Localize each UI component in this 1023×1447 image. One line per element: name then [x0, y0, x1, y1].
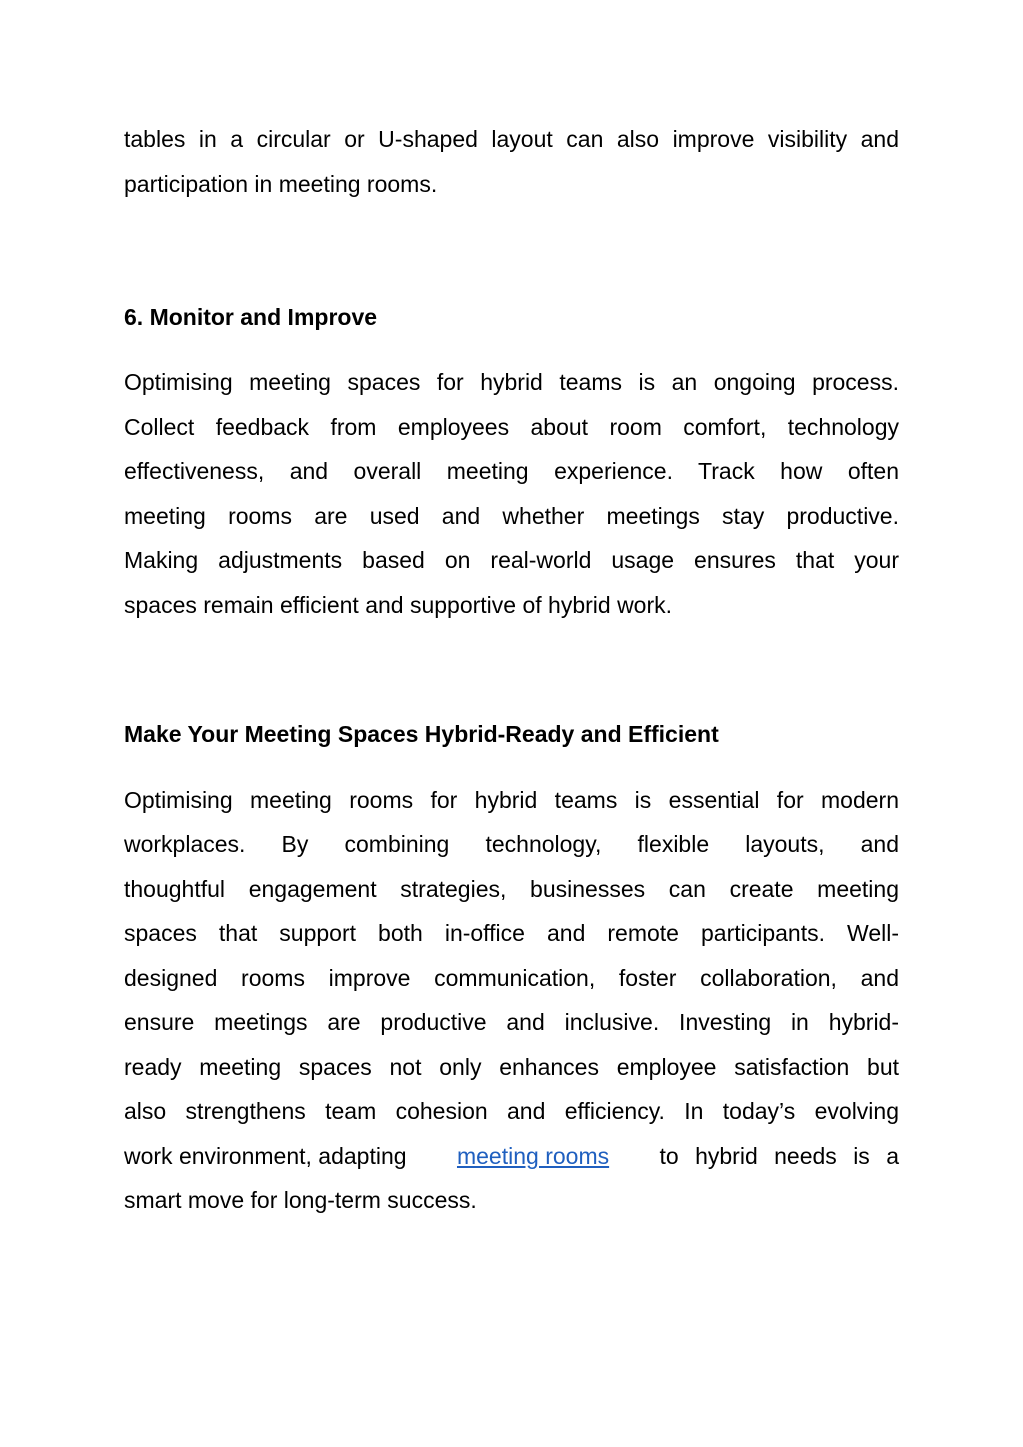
- paragraph-line: thoughtful engagement strategies, businesses can create meeting: [124, 876, 899, 902]
- paragraph-line: ready meeting spaces not only enhances employee satisfaction but: [124, 1054, 899, 1080]
- paragraph-line: also strengthens team cohesion and efficiency. In today’s evolving: [124, 1098, 899, 1124]
- paragraph-line: ensure meetings are productive and inclusive. Investing in hybrid-: [124, 1009, 899, 1035]
- paragraph-line: spaces remain efficient and supportive of hybrid work.: [124, 592, 673, 618]
- text-before-link: work environment, adapting: [124, 1143, 407, 1169]
- section-heading: 6. Monitor and Improve: [124, 304, 378, 330]
- meeting-rooms-link[interactable]: meeting rooms: [456, 1143, 610, 1169]
- paragraph-line: effectiveness, and overall meeting experience. Track how often: [124, 458, 899, 484]
- paragraph-line: Collect feedback from employees about room comfort, technology: [124, 414, 899, 440]
- text-after-link: to hybrid needs is a: [659, 1143, 899, 1169]
- paragraph-line: meeting rooms are used and whether meetings stay productive.: [124, 503, 899, 529]
- paragraph-line: designed rooms improve communication, foster collaboration, and: [124, 965, 899, 991]
- paragraph-line: Optimising meeting rooms for hybrid teams is essential for modern: [124, 787, 899, 813]
- paragraph-line: participation in meeting rooms.: [124, 171, 438, 197]
- paragraph-line: spaces that support both in-office and remote participants. Well-: [124, 920, 899, 946]
- paragraph-line: Optimising meeting spaces for hybrid teams is an ongoing process.: [124, 369, 899, 395]
- section-heading: Make Your Meeting Spaces Hybrid-Ready and Efficient: [124, 721, 719, 747]
- paragraph-line: Making adjustments based on real-world usage ensures that your: [124, 547, 899, 573]
- paragraph-line: smart move for long-term success.: [124, 1187, 477, 1213]
- paragraph-line: workplaces. By combining technology, flexible layouts, and: [124, 831, 899, 857]
- paragraph-line: tables in a circular or U-shaped layout can also improve visibility and: [124, 126, 899, 152]
- paragraph-line-with-link: [124, 1142, 899, 1170]
